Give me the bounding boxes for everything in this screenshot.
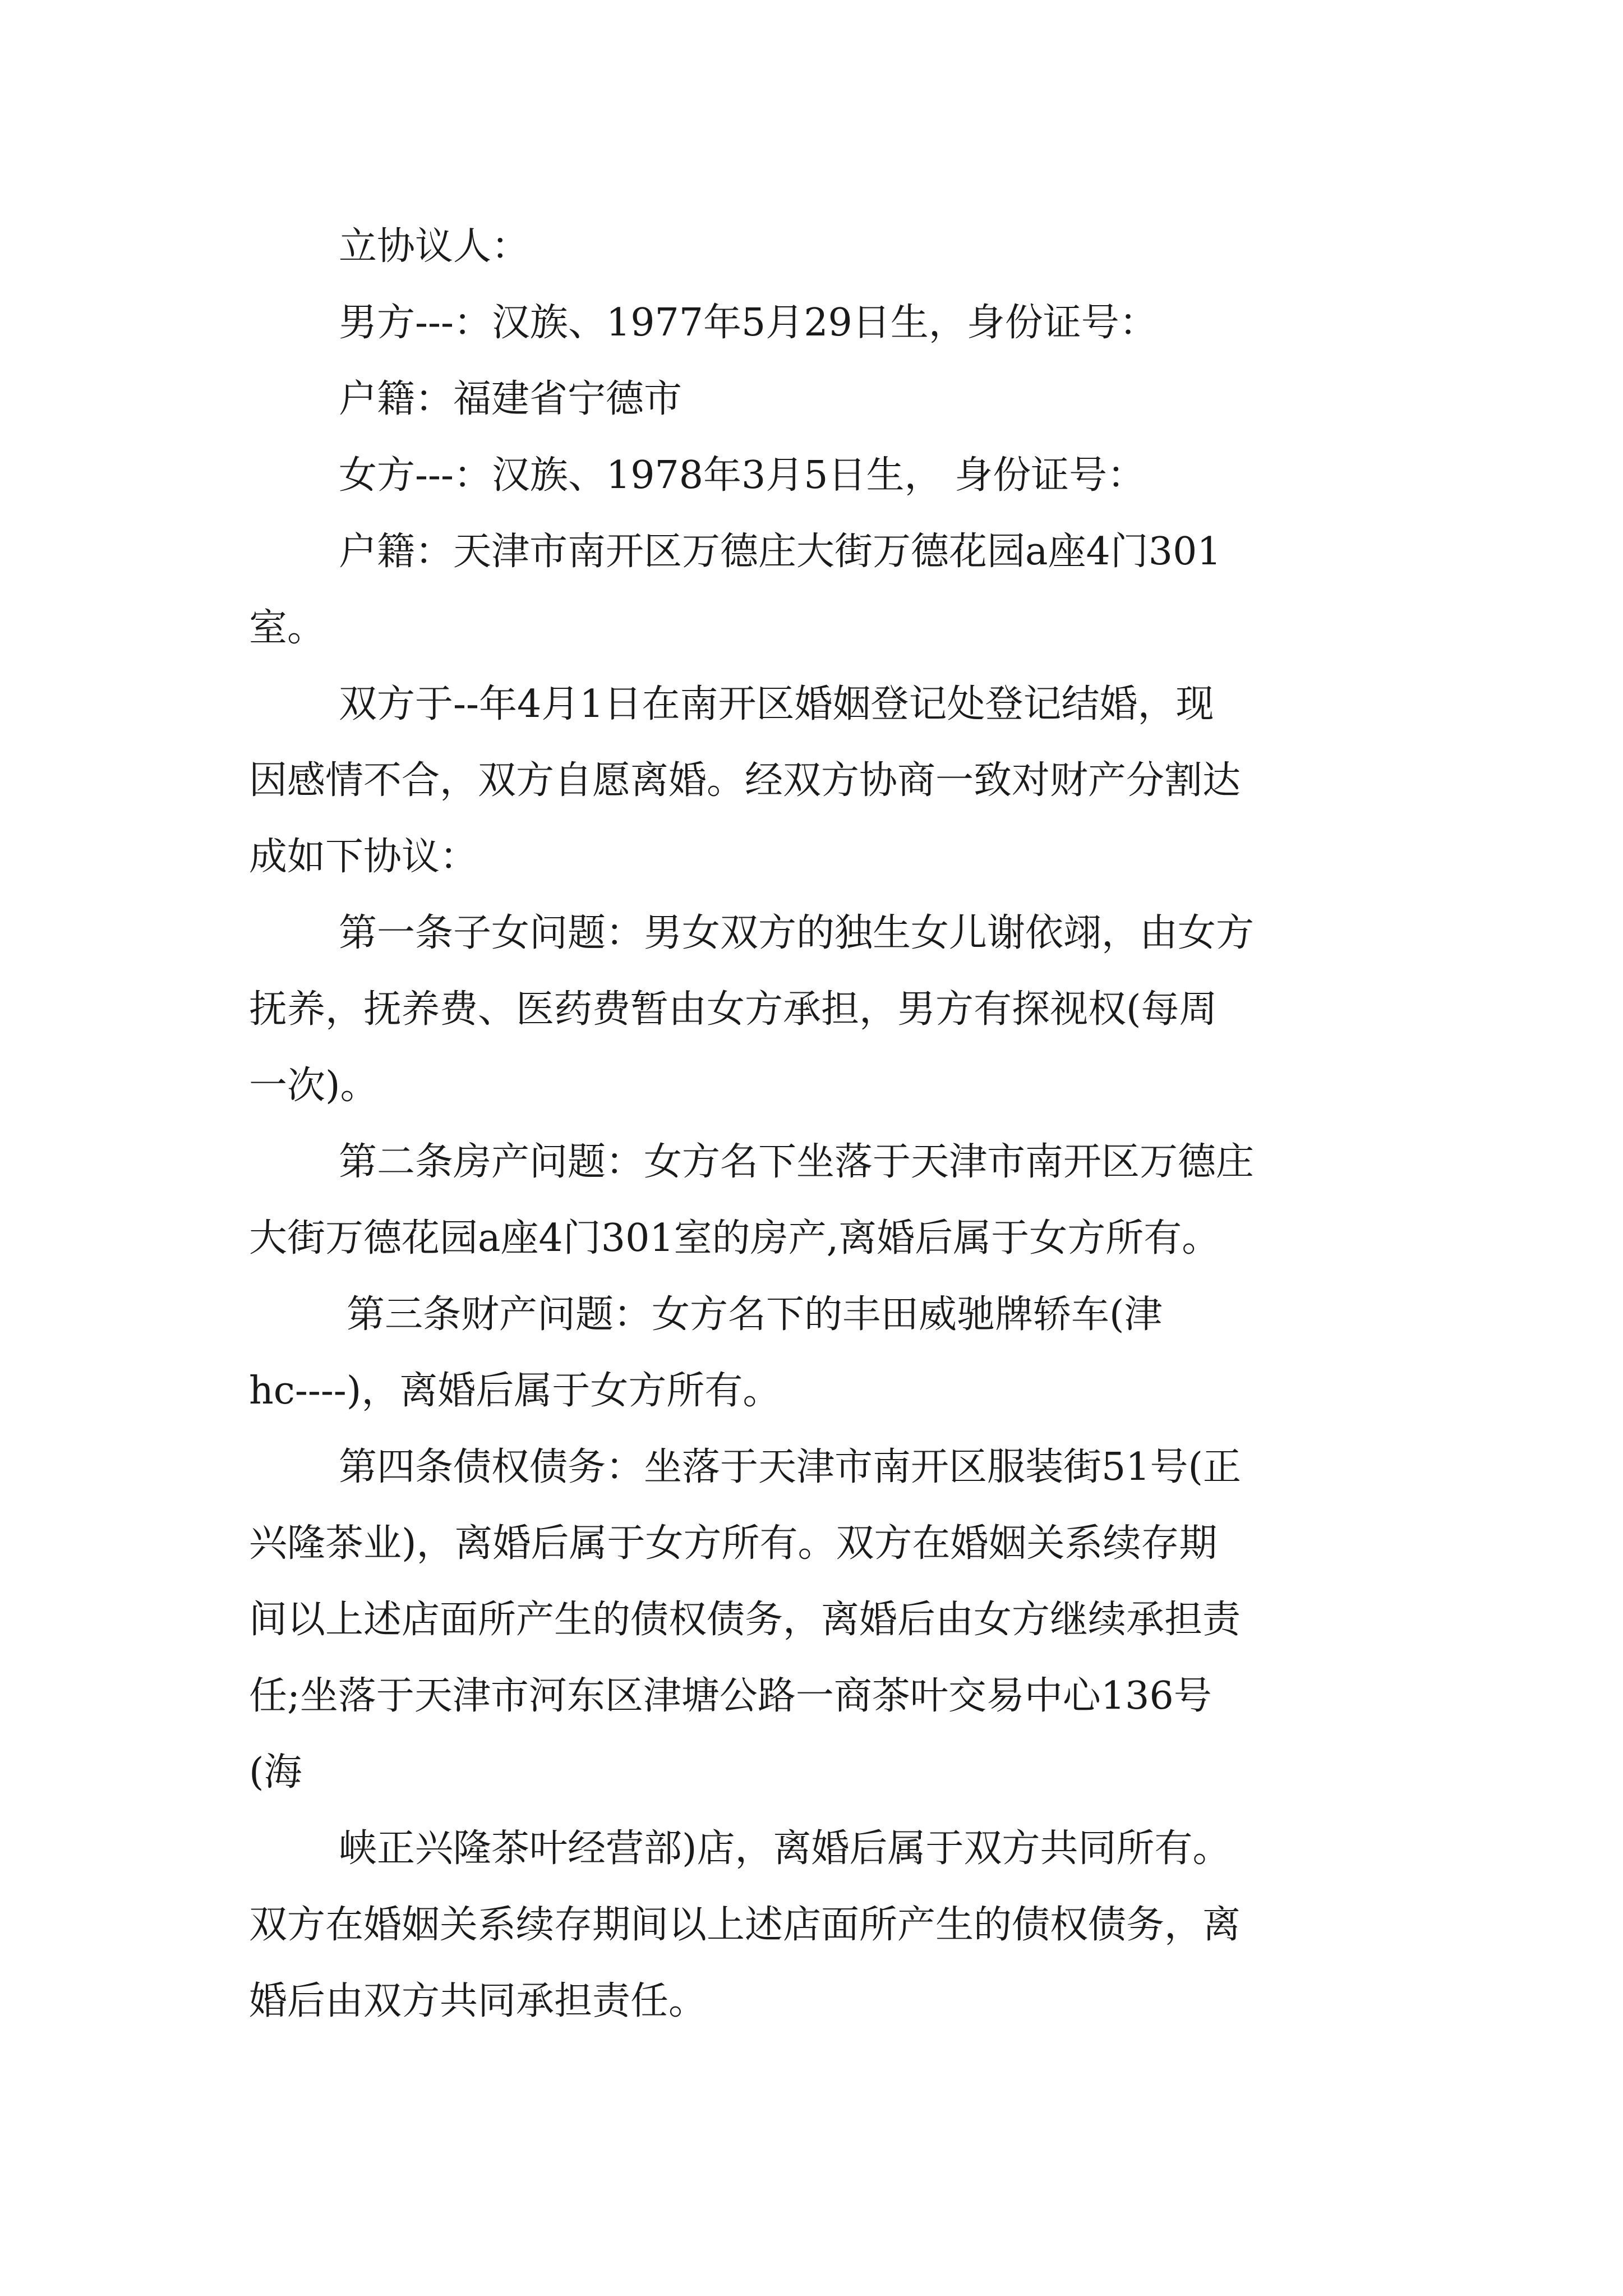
text-line: 第四条债权债务：坐落于天津市南开区服装街51号(正 bbox=[339, 1445, 1242, 1489]
text-line: 双方在婚姻关系续存期间以上述店面所产生的债权债务，离 bbox=[249, 1903, 1241, 1947]
text-line: 双方于--年4月1日在南开区婚姻登记处登记结婚，现 bbox=[339, 682, 1214, 726]
text-line: 一次)。 bbox=[249, 1064, 379, 1108]
text-line: 户籍：天津市南开区万德庄大街万德花园a座4门301 bbox=[339, 530, 1221, 574]
text-line: 第二条房产问题：女方名下坐落于天津市南开区万德庄 bbox=[339, 1140, 1255, 1184]
text-line: 女方---：汉族、1978年3月5日生， 身份证号： bbox=[339, 453, 1146, 498]
text-line: 立协议人： bbox=[339, 224, 530, 269]
text-line: 间以上述店面所产生的债权债务，离婚后由女方继续承担责 bbox=[249, 1598, 1241, 1642]
text-line: 任;坐落于天津市河东区津塘公路一商茶叶交易中心136号 bbox=[249, 1674, 1212, 1718]
text-line: 抚养，抚养费、医药费暂由女方承担，男方有探视权(每周 bbox=[249, 987, 1218, 1032]
text-line: 因感情不合，双方自愿离婚。经双方协商一致对财产分割达 bbox=[249, 758, 1241, 803]
text-line: 第一条子女问题：男女双方的独生女儿谢依翊，由女方 bbox=[339, 911, 1255, 955]
text-line: 成如下协议： bbox=[249, 835, 478, 879]
text-line: 室。 bbox=[249, 606, 326, 650]
text-line: (海 bbox=[249, 1750, 302, 1795]
text-line: 婚后由双方共同承担责任。 bbox=[249, 1979, 707, 2023]
text-line: 第三条财产问题：女方名下的丰田威驰牌轿车(津 bbox=[347, 1292, 1163, 1337]
text-line: 大街万德花园a座4门301室的房产,离婚后属于女方所有。 bbox=[249, 1216, 1220, 1260]
text-line: 男方---：汉族、1977年5月29日生，身份证号： bbox=[339, 301, 1158, 345]
text-line: 峡正兴隆茶叶经营部)店，离婚后属于双方共同所有。 bbox=[339, 1826, 1231, 1871]
text-line: hc----)，离婚后属于女方所有。 bbox=[249, 1369, 781, 1413]
text-line: 兴隆茶业)，离婚后属于女方所有。双方在婚姻关系续存期 bbox=[249, 1521, 1218, 1566]
text-line: 户籍：福建省宁德市 bbox=[339, 377, 683, 421]
